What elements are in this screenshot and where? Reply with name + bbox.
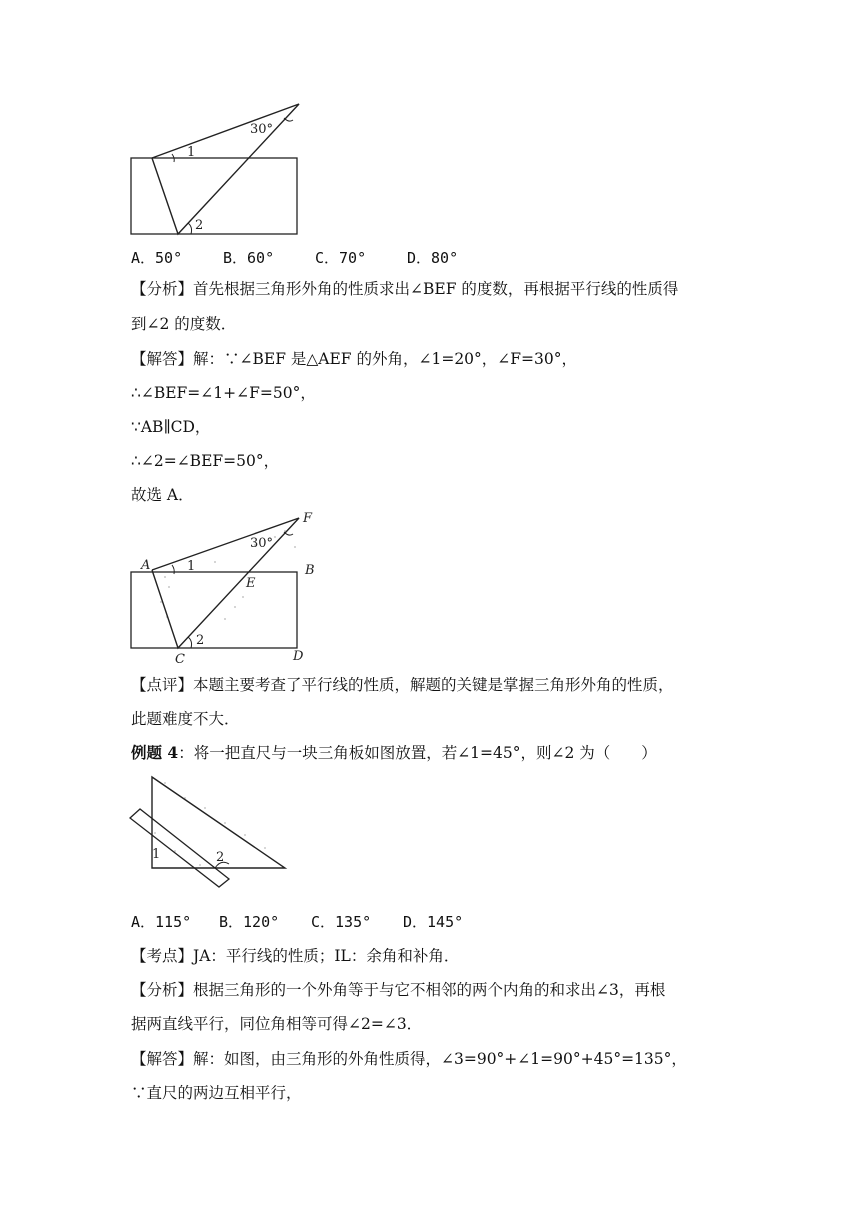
q4-option-c: C．135°	[311, 913, 372, 931]
figure-ruler-triangle-labeled	[125, 507, 325, 667]
q4-solution-line1: 【解答】解：如图，由三角形的外角性质得，∠3=90°+∠1=90°+45°=135°，	[131, 1050, 687, 1068]
figure2-angle-label: 30°	[250, 536, 274, 551]
q4-analysis-line1: 【分析】根据三角形的一个外角等于与它不相邻的两个内角的和求出∠3，再根	[131, 981, 666, 999]
figure2-label-2: 2	[196, 633, 205, 648]
example4-text: ：将一把直尺与一块三角板如图放置，若∠1=45°，则∠2 为（ ）	[178, 744, 657, 762]
q3-solution-line4: ∴∠2=∠BEF=50°，	[131, 452, 280, 470]
figure2-point-e: E	[246, 576, 256, 591]
example4-title: 例题 4	[131, 743, 179, 762]
q3-comment-line1: 【点评】本题主要考查了平行线的性质，解题的关键是掌握三角形外角的性质，	[131, 676, 674, 694]
figure-ruler-triangle-1	[125, 98, 310, 238]
example4-question	[131, 743, 657, 763]
q4-option-b: B．120°	[219, 913, 280, 931]
figure2-label-1: 1	[187, 559, 196, 574]
q3-analysis-line1: 【分析】首先根据三角形外角的性质求出∠BEF 的度数，再根据平行线的性质得	[131, 280, 679, 298]
figure-ruler-set-square	[125, 773, 295, 893]
q4-kaodian: 【考点】JA：平行线的性质；IL：余角和补角．	[131, 947, 460, 965]
q3-solution-line2: ∴∠BEF=∠1+∠F=50°，	[131, 384, 316, 402]
q3-option-a: A．50°	[131, 249, 183, 267]
q3-option-d: D．80°	[407, 249, 459, 267]
q3-solution-line1: 【解答】解：∵∠BEF 是△AEF 的外角，∠1=20°，∠F=30°，	[131, 350, 577, 368]
figure3-label-1: 1	[152, 847, 161, 862]
figure2-point-c: C	[175, 652, 185, 667]
q4-option-d: D．145°	[403, 913, 464, 931]
figure2-point-d: D	[293, 649, 304, 664]
q3-option-b: B．60°	[223, 249, 275, 267]
q4-options	[131, 912, 463, 932]
q4-option-a: A．115°	[131, 913, 192, 931]
q3-comment-line2: 此题难度不大．	[131, 710, 240, 728]
q3-solution-line5: 故选 A．	[131, 486, 194, 504]
figure2-point-b: B	[305, 563, 315, 578]
figure2-point-f: F	[303, 511, 313, 526]
q3-solution-line3: ∵AB∥CD，	[131, 418, 211, 436]
figure2-point-a: A	[141, 558, 151, 573]
q3-options	[131, 248, 458, 268]
figure3-label-2: 2	[216, 850, 225, 865]
q3-option-c: C．70°	[315, 249, 367, 267]
figure1-label-1: 1	[187, 145, 196, 160]
q3-analysis-line2: 到∠2 的度数．	[131, 315, 237, 333]
figure1-angle-label: 30°	[250, 122, 274, 137]
figure1-label-2: 2	[195, 218, 204, 233]
q4-solution-line2: ∵直尺的两边互相平行，	[131, 1084, 302, 1102]
q4-analysis-line2: 据两直线平行，同位角相等可得∠2=∠3．	[131, 1015, 423, 1033]
